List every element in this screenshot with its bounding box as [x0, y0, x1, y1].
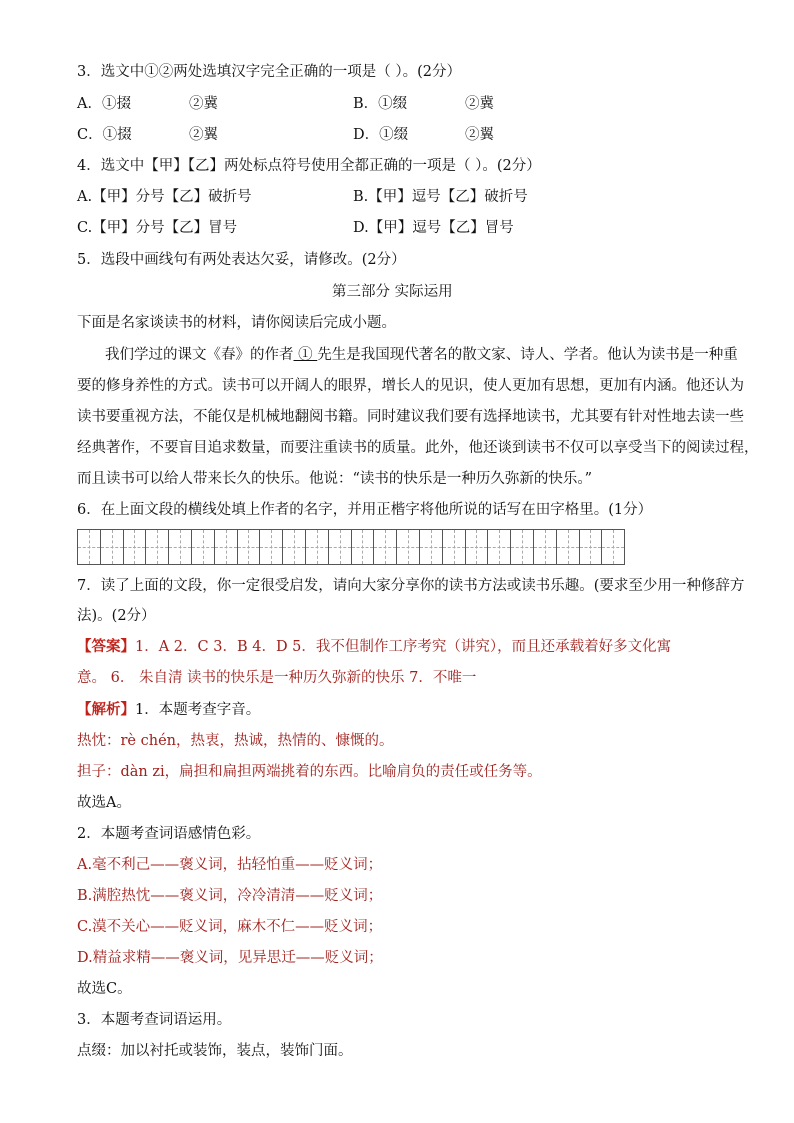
- analysis-line-10: 故选C。: [77, 981, 132, 997]
- passage-line-1: [105, 345, 738, 365]
- passage-line-1-start: 我们学过的课文《春》的作者: [105, 347, 294, 363]
- answer-line-2: 意。 6． 朱自清 读书的快乐是一种历久弥新的快乐 7．不唯一: [77, 670, 477, 686]
- tianzige-cell[interactable]: [443, 530, 466, 564]
- analysis-label: 【解析】: [77, 701, 135, 718]
- q3-stem: 3．选文中①②两处选填汉字完全正确的一项是（ ）。(2分）: [77, 64, 461, 80]
- q7-stem-line-2: 法)。(2分）: [77, 608, 156, 624]
- analysis-line-8: C.漠不关心——贬义词，麻木不仁——贬义词；: [77, 919, 383, 935]
- tianzige-cell[interactable]: [192, 530, 215, 564]
- tianzige-cell[interactable]: [580, 530, 603, 564]
- tianzige-cell[interactable]: [420, 530, 443, 564]
- tianzige-cell[interactable]: [78, 530, 101, 564]
- answer-text-1: 1．A 2．C 3．B 4．D 5．我不但制作工序考究（讲究），而且还承载着好多文化寓: [135, 639, 672, 655]
- answer-label: 【答案】: [77, 638, 135, 655]
- tianzige-cell[interactable]: [169, 530, 192, 564]
- tianzige-cell[interactable]: [602, 530, 625, 564]
- q4-option-d: D.【甲】逗号【乙】冒号: [353, 220, 514, 236]
- analysis-line-4: 故选A。: [77, 795, 131, 811]
- tianzige-cell[interactable]: [238, 530, 261, 564]
- analysis-line-2: 热忱：rè chén，热衷，热诚，热情的、慷慨的。: [77, 733, 394, 749]
- part3-title: 第三部分 实际运用: [332, 284, 453, 300]
- q3-option-c-2: ②翼: [189, 127, 218, 143]
- q4-stem: 4．选文中【甲】【乙】两处标点符号使用全都正确的一项是（ ）。(2分）: [77, 158, 541, 174]
- q5-stem: 5．选段中画线句有两处表达欠妥，请修改。(2分）: [77, 252, 406, 268]
- analysis-line-9: D.精益求精——褒义词，见异思迁——贬义词；: [77, 950, 383, 966]
- tianzige-cell[interactable]: [511, 530, 534, 564]
- analysis-line-7: B.满腔热忱——褒义词，冷冷清清——贬义词；: [77, 888, 383, 904]
- passage-line-3: 读书要重视方法，不能仅是机械地翻阅书籍。同时建议我们要有选择地读书，尤其要有针对性地去读一些: [77, 409, 744, 425]
- q3-option-b-2: ②冀: [465, 96, 494, 112]
- analysis-line-12: 点缀：加以衬托或装饰，装点，装饰门面。: [77, 1043, 353, 1059]
- tianzige-cell[interactable]: [215, 530, 238, 564]
- tianzige-cell[interactable]: [124, 530, 147, 564]
- q4-option-a: A.【甲】分号【乙】破折号: [77, 189, 252, 205]
- q3-option-c: C．①掇: [77, 127, 132, 143]
- analysis-line-5: 2．本题考查词语感情色彩。: [77, 826, 261, 842]
- q7-stem-line-1: 7．读了上面的文段，你一定很受启发，请向大家分享你的读书方法或读书乐趣。(要求至少用一种修辞方: [77, 578, 745, 594]
- q4-option-b: B.【甲】逗号【乙】破折号: [353, 189, 528, 205]
- passage-line-4: 经典著作，不要盲目追求数量，而要注重读书的质量。此外，他还谈到读书不仅可以享受当下的阅读过程，: [77, 440, 759, 456]
- tianzige-cell[interactable]: [283, 530, 306, 564]
- analysis-line-1: [77, 700, 260, 720]
- tianzige-cell[interactable]: [352, 530, 375, 564]
- passage-line-1-end: 先生是我国现代著名的散文家、诗人、学者。他认为读书是一种重: [317, 347, 738, 363]
- q6-stem: 6．在上面文段的横线处填上作者的名字，并用正楷字将他所说的话写在田字格里。(1分）: [77, 502, 653, 518]
- author-blank: ①: [293, 347, 318, 363]
- analysis-line-3: 担子：dàn zi，扁担和扁担两端挑着的东西。比喻肩负的责任或任务等。: [77, 764, 542, 780]
- q4-option-c: C.【甲】分号【乙】冒号: [77, 220, 238, 236]
- q3-option-b: B．①缀: [353, 96, 408, 112]
- analysis-first: 1．本题考查字音。: [135, 702, 261, 718]
- tianzige-cell[interactable]: [534, 530, 557, 564]
- passage-line-5: 而且读书可以给人带来长久的快乐。他说：“读书的快乐是一种历久弥新的快乐。”: [77, 471, 593, 487]
- analysis-line-11: 3．本题考查词语运用。: [77, 1012, 232, 1028]
- tianzige-cell[interactable]: [374, 530, 397, 564]
- tianzige-cell[interactable]: [101, 530, 124, 564]
- answer-line-1: [77, 637, 671, 657]
- tianzige-cell[interactable]: [488, 530, 511, 564]
- tianzige-cell[interactable]: [329, 530, 352, 564]
- tianzige-cell[interactable]: [466, 530, 489, 564]
- tianzige-cell[interactable]: [260, 530, 283, 564]
- tianzige-cell[interactable]: [397, 530, 420, 564]
- q3-option-d-2: ②翼: [465, 127, 494, 143]
- tianzige-cell[interactable]: [557, 530, 580, 564]
- tianzige-cell[interactable]: [306, 530, 329, 564]
- part3-intro: 下面是名家谈读书的材料，请你阅读后完成小题。: [77, 315, 396, 331]
- passage-line-2: 要的修身养性的方式。读书可以开阔人的眼界，增长人的见识，使人更加有思想，更加有内涵。他还认为: [77, 378, 744, 394]
- analysis-line-6: A.毫不利己——褒义词，拈轻怕重——贬义词；: [77, 857, 383, 873]
- q3-option-a: A．①掇: [77, 96, 131, 112]
- q3-option-d: D．①缀: [353, 127, 409, 143]
- tianzige-cell[interactable]: [146, 530, 169, 564]
- q3-option-a-2: ②冀: [189, 96, 218, 112]
- tianzige-writing-grid[interactable]: [77, 529, 625, 565]
